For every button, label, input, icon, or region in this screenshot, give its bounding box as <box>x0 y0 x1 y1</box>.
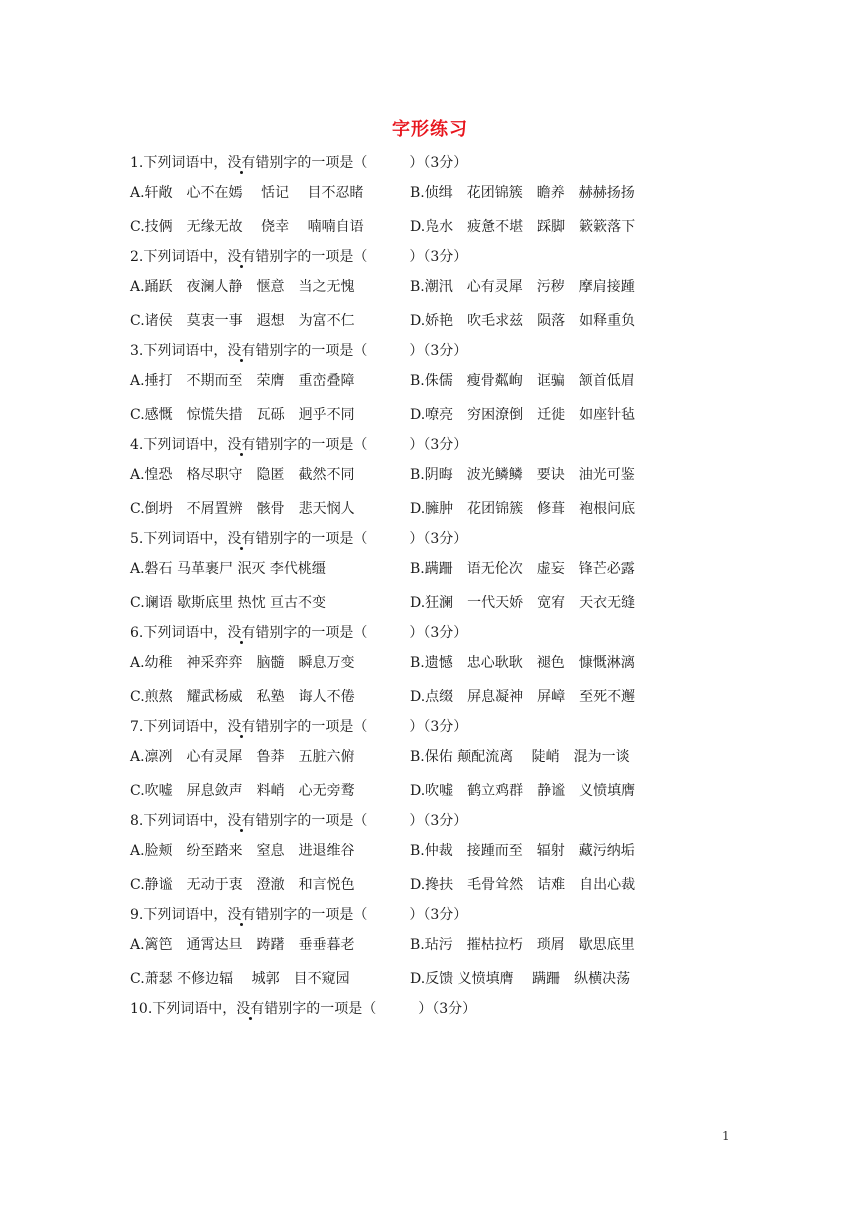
option-c: C.煎熬 耀武杨威 私塾 诲人不倦 <box>130 689 355 705</box>
question-stem-prefix: 5.下列词语中， <box>130 531 228 547</box>
option-a: A.捶打 不期而至 荣膺 重峦叠障 <box>130 373 355 389</box>
page-title: 字形练习 <box>392 119 468 140</box>
option-d: D.臃肿 花团锦簇 修葺 袍根问底 <box>410 501 636 517</box>
question-stem-suffix: 错别字的一项是（ ）（3分） <box>255 155 468 171</box>
option-d: D.吹嘘 鹤立鸡群 静谧 义愤填膺 <box>410 783 636 799</box>
emphasis-word: 没有 <box>227 437 256 453</box>
question-stem-suffix: 错别字的一项是（ ）（3分） <box>255 531 468 547</box>
option-row <box>130 458 690 492</box>
option-row <box>130 680 690 714</box>
option-c: C.萧瑟 不修边辐 城郭 目不窥园 <box>130 971 350 987</box>
option-row <box>130 270 690 304</box>
option-b: B.潮汛 心有灵犀 污秽 摩肩接踵 <box>410 279 635 295</box>
option-row <box>130 962 690 996</box>
option-a: A.篱笆 通霄达旦 踌躇 垂垂暮老 <box>130 937 355 953</box>
page-number: 1 <box>722 1129 730 1143</box>
option-row <box>130 210 690 244</box>
option-b: B.阴晦 波光鳞鳞 要诀 油光可鉴 <box>410 467 635 483</box>
emphasis-word: 没有 <box>227 907 256 923</box>
question-stem-prefix: 7.下列词语中， <box>130 719 228 735</box>
question-stem-suffix: 错别字的一项是（ ）（3分） <box>255 907 468 923</box>
emphasis-word: 没有 <box>227 531 256 547</box>
question-stem-prefix: 10.下列词语中， <box>130 1001 237 1017</box>
option-c: C.静谧 无动于衷 澄澈 和言悦色 <box>130 877 355 893</box>
option-row <box>130 176 690 210</box>
option-row <box>130 304 690 338</box>
option-b: B.玷污 摧枯拉朽 琐屑 歇思底里 <box>410 937 635 953</box>
question-stem-suffix: 错别字的一项是（ ）（3分） <box>255 813 468 829</box>
question-stem-prefix: 4.下列词语中， <box>130 437 228 453</box>
question-stem-prefix: 1.下列词语中， <box>130 155 228 171</box>
question-stem <box>130 432 690 458</box>
question-stem <box>130 808 690 834</box>
option-b: B.侦缉 花团锦簇 瞻养 赫赫扬扬 <box>410 185 635 201</box>
question-stem <box>130 338 690 364</box>
question-stem-suffix: 错别字的一项是（ ）（3分） <box>255 625 468 641</box>
question-stem-prefix: 2.下列词语中， <box>130 249 228 265</box>
question-stem-prefix: 6.下列词语中， <box>130 625 228 641</box>
question-stem-suffix: 错别字的一项是（ ）（3分） <box>255 719 468 735</box>
option-a: A.幼稚 神采弈弈 脑髓 瞬息万变 <box>130 655 355 671</box>
option-d: D.搀扶 毛骨耸然 诘难 自出心裁 <box>410 877 636 893</box>
question-stem-suffix: 错别字的一项是（ ）（3分） <box>255 249 468 265</box>
question-stem <box>130 150 690 176</box>
option-a: A.踊跃 夜澜人静 惬意 当之无愧 <box>130 279 355 295</box>
option-d: D.点缀 屏息凝神 屏嶂 至死不邂 <box>410 689 636 705</box>
question-stem <box>130 996 690 1022</box>
option-row <box>130 492 690 526</box>
question-stem-suffix: 错别字的一项是（ ）（3分） <box>255 343 468 359</box>
question-stem <box>130 526 690 552</box>
option-row <box>130 552 690 586</box>
option-d: D.娇艳 吹毛求兹 陨落 如释重负 <box>410 313 636 329</box>
option-d: D.狂澜 一代天娇 宽宥 天衣无缝 <box>410 595 636 611</box>
option-d: D.嘹亮 穷困潦倒 迁徙 如座针毡 <box>410 407 636 423</box>
option-d: D.反馈 义愤填膺 蹒跚 纵横决荡 <box>410 971 631 987</box>
option-row <box>130 774 690 808</box>
option-a: A.凛冽 心有灵犀 鲁莽 五脏六俯 <box>130 749 355 765</box>
option-b: B.保佑 颠配流离 陡峭 混为一谈 <box>410 749 630 765</box>
option-d: D.凫水 疲惫不堪 踩脚 簌簌落下 <box>410 219 636 235</box>
question-stem-prefix: 8.下列词语中， <box>130 813 228 829</box>
option-row <box>130 364 690 398</box>
option-c: C.诸侯 莫衷一事 遐想 为富不仁 <box>130 313 355 329</box>
option-a: A.脸颊 纷至踏来 窒息 进退维谷 <box>130 843 355 859</box>
question-stem <box>130 244 690 270</box>
option-b: B.蹒跚 语无伦次 虚妄 锋芒必露 <box>410 561 635 577</box>
emphasis-word: 没有 <box>236 1001 265 1017</box>
option-a: A.轩敞 心不在嫣 恬记 目不忍睹 <box>130 185 364 201</box>
question-stem <box>130 902 690 928</box>
option-c: C.技俩 无缘无故 侥幸 喃喃自语 <box>130 219 364 235</box>
option-b: B.仲裁 接踵而至 辐射 藏污纳垢 <box>410 843 635 859</box>
emphasis-word: 没有 <box>227 625 256 641</box>
option-a: A.磐石 马革裹尸 泯灭 李代桃缰 <box>130 561 326 577</box>
emphasis-word: 没有 <box>227 249 256 265</box>
option-c: C.感慨 惊慌失措 瓦砾 迥乎不同 <box>130 407 355 423</box>
question-list <box>130 150 690 1022</box>
option-a: A.惶恐 格尽职守 隐匿 截然不同 <box>130 467 355 483</box>
option-row <box>130 740 690 774</box>
emphasis-word: 没有 <box>227 155 256 171</box>
question-stem <box>130 620 690 646</box>
question-stem-prefix: 3.下列词语中， <box>130 343 228 359</box>
option-c: C.吹嘘 屏息敛声 料峭 心无旁鹜 <box>130 783 355 799</box>
option-row <box>130 928 690 962</box>
emphasis-word: 没有 <box>227 719 256 735</box>
question-stem-suffix: 错别字的一项是（ ）（3分） <box>255 437 468 453</box>
option-row <box>130 868 690 902</box>
emphasis-word: 没有 <box>227 343 256 359</box>
option-row <box>130 398 690 432</box>
option-row <box>130 586 690 620</box>
question-stem-suffix: 错别字的一项是（ ）（3分） <box>264 1001 477 1017</box>
emphasis-word: 没有 <box>227 813 256 829</box>
option-c: C.谰语 歇斯底里 热忱 亘古不变 <box>130 595 327 611</box>
question-stem-prefix: 9.下列词语中， <box>130 907 228 923</box>
option-b: B.侏儒 瘦骨粼峋 诓骗 颔首低眉 <box>410 373 635 389</box>
option-row <box>130 646 690 680</box>
option-row <box>130 834 690 868</box>
option-c: C.倒坍 不屑置辨 骸骨 悲天悯人 <box>130 501 355 517</box>
option-b: B.遗憾 忠心耿耿 褪色 慷慨淋漓 <box>410 655 635 671</box>
question-stem <box>130 714 690 740</box>
